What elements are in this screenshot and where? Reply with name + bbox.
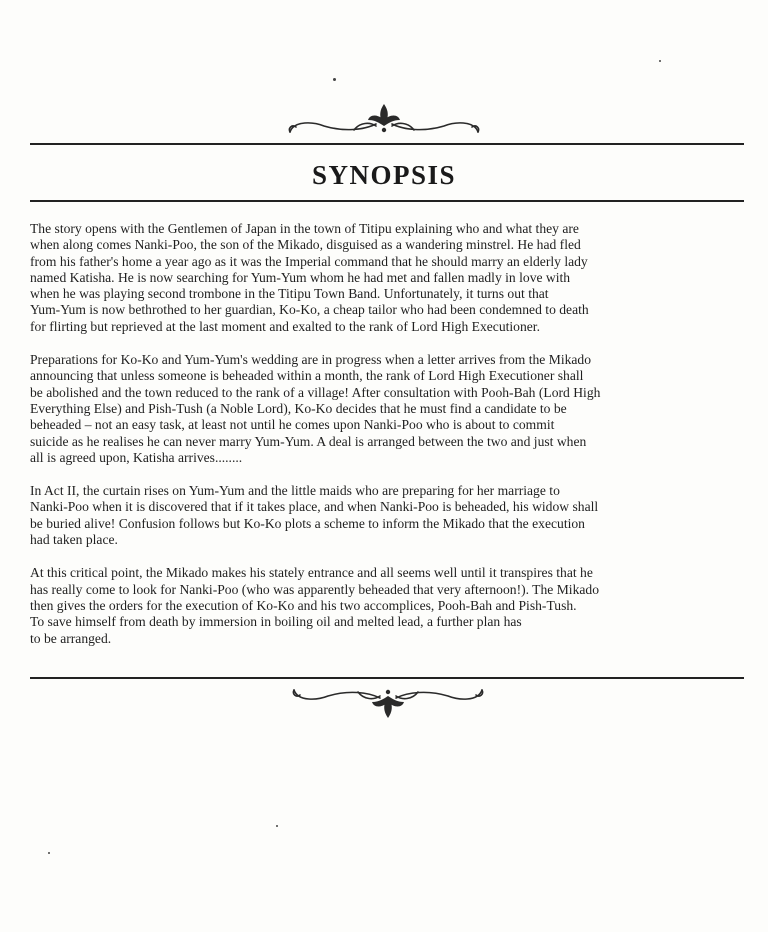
text-line: At this critical point, the Mikado makes his stately entrance and all seems well until it transpires that he [30,565,593,581]
text-line: Nanki-Poo when it is discovered that if it takes place, and when Nanki-Poo is beheaded, his widow shall [30,499,599,515]
text-line: Everything Else) and Pish-Tush (a Noble Lord), Ko-Ko decides that he must find a candidate to be [30,400,567,416]
synopsis-paragraph [30,352,750,466]
ink-speck [48,852,50,854]
top-divider-rule [30,143,744,145]
ink-speck [276,825,278,827]
text-line: has really come to look for Nanki-Poo (who was apparently beheaded that very afternoon!). The Mikado [30,581,599,597]
text-line: beheaded – not an easy task, at least not until he comes upon Nanki-Poo who is about to commit [30,417,555,433]
text-line: for flirting but reprieved at the last moment and exalted to the rank of Lord High Executioner. [30,318,540,334]
bottom-divider-rule [30,677,744,679]
text-line: to be arranged. [30,630,112,646]
text-line: when along comes Nanki-Poo, the son of the Mikado, disguised as a wandering minstrel. He had fled [30,237,581,253]
text-line: The story opens with the Gentlemen of Japan in the town of Titipu explaining who and what they are [30,221,579,236]
text-line: be buried alive! Confusion follows but Ko-Ko plots a scheme to inform the Mikado that the execution [30,515,585,531]
text-line: suicide as he realises he can never marry Yum-Yum. A deal is arranged between the two and just when [30,433,587,449]
bottom-ornament-icon [288,684,488,720]
text-line: had taken place. [30,532,118,548]
ink-speck [333,78,336,81]
text-line: To save himself from death by immersion in boiling oil and melted lead, a further plan has [30,614,522,630]
top-ornament-icon [284,100,484,140]
text-line: announcing that unless someone is beheaded within a month, the rank of Lord High Executioner shall [30,368,584,384]
ink-speck [659,60,661,62]
text-line: be abolished and the town reduced to the rank of a village! After consultation with Pooh-Bah (Lord High [30,384,601,400]
synopsis-paragraph [30,221,750,335]
text-line: from his father's home a year ago as it was the Imperial command that he should marry an elderly lady [30,253,588,269]
text-line: Preparations for Ko-Ko and Yum-Yum's wedding are in progress when a letter arrives from the Mikado [30,352,592,368]
synopsis-body [30,221,750,664]
page-title: SYNOPSIS [311,160,457,190]
text-line: In Act II, the curtain rises on Yum-Yum and the little maids who are preparing for her marriage to [30,483,560,499]
text-line: Yum-Yum is now bethrothed to her guardian, Ko-Ko, a cheap tailor who had been condemned to death [30,302,589,318]
title-divider-rule [30,200,744,202]
text-line: then gives the orders for the execution of Ko-Ko and his two accomplices, Pooh-Bah and Pish-Tush. [30,597,577,613]
text-line: when he was playing second trombone in the Titipu Town Band. Unfortunately, it turns out that [30,286,549,302]
synopsis-paragraph [30,565,750,646]
text-line: named Katisha. He is now searching for Yum-Yum whom he had met and fallen madly in love with [30,269,571,285]
text-line: all is agreed upon, Katisha arrives........ [30,449,243,465]
synopsis-paragraph [30,483,750,548]
